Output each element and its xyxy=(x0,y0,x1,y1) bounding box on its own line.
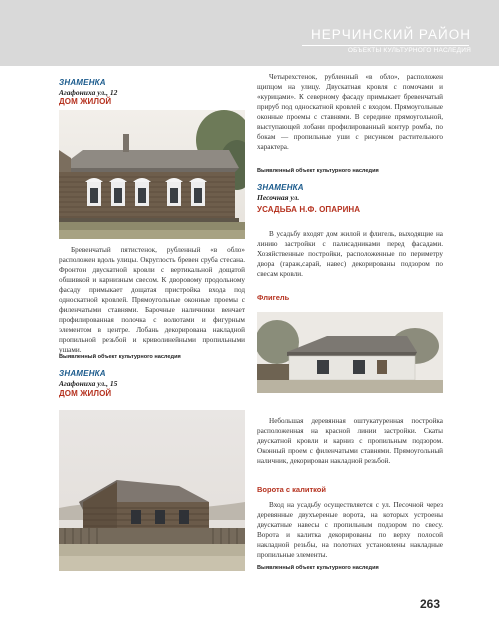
page-subtitle: ОБЪЕКТЫ КУЛЬТУРНОГО НАСЛЕДИЯ xyxy=(347,47,471,54)
street-label: Агафониха ул., 15 xyxy=(59,379,118,388)
locality-label: ЗНАМЕНКА xyxy=(59,78,106,87)
object-description: Бревенчатый пятистенок, рубленный «в обло» расположен вдоль улицы. Округлость бревен сруба стесана. Фронтон двускатной кровли с вертикальной дощатой обшивкой и карнизным свесом. К дворовому продольному фасаду примыкает дощатая пристройка входа под односкатной кровлей. Прямоугольные оконные проемы с филенчатыми ставнями. Барочные наличники венчает профилированная полочка с волютами и фигурным элементом в центре. Лобань декорирована накладной пропильной резьбой и криволинейными пропильными ушами. xyxy=(59,246,245,354)
page-title: НЕРЧИНСКИЙ РАЙОН xyxy=(310,27,471,42)
object-title: ДОМ ЖИЛОЙ xyxy=(59,389,112,398)
heritage-note: Выявленный объект культурного наследия xyxy=(59,354,181,360)
outbuilding-photo xyxy=(257,312,443,393)
estate-intro: В усадьбу входят дом жилой и флигель, выходящие на линию застройки с палисадниками перед фасадами. Хозяйственные постройки, расположенные по периметру двора (гараж,сарай, навес) декорированы подзором по свесам кровли. xyxy=(257,230,443,278)
object-description: Четырехстенок, рубленный «в обло», расположен щипцом на улицу. Двускатная кровля с помочами и «курицами». К северному фасаду примыкает бревенчатый прируб под односкатной кровлей с входом. Прямоугольные оконные проемы с ставнями. В середине прямоугольной, выступающей лобани профилированный контур ромба, по бокам — пропильные уши с рисунком растительного характера. xyxy=(257,73,443,151)
gate-description: Вход на усадьбу осуществляется с ул. Песочной через деревянные двухъереные ворота, на которых устроены двускатные навесы с пропильным подзором по свесу. Ворота и калитка декорированы по верху полосой накладной резьбы, на полотнах установлены накладные пропильные элементы. xyxy=(257,501,443,559)
object-title: УСАДЬБА Н.Ф. ОПАРИНА xyxy=(257,205,361,214)
locality-label: ЗНАМЕНКА xyxy=(257,183,304,192)
header-divider xyxy=(302,45,469,46)
section-subtitle: Флигель xyxy=(257,293,290,302)
house-photo xyxy=(59,410,245,571)
locality-label: ЗНАМЕНКА xyxy=(59,369,106,378)
outbuilding-description: Небольшая деревянная оштукатуренная постройка расположенная на красной линии застройки. Скаты двускатной кровли и карниз с пропильным подзором. Оконный проем с филенчатыми ставнями. Прямоугольный наличник, декорирован накладной резьбой. xyxy=(257,417,443,465)
street-label: Песочная ул. xyxy=(257,193,300,202)
street-label: Агафониха ул., 12 xyxy=(59,88,118,97)
section-subtitle: Ворота с калиткой xyxy=(257,485,326,494)
house-photo xyxy=(59,110,245,239)
heritage-note: Выявленный объект культурного наследия xyxy=(257,565,379,571)
object-title: ДОМ ЖИЛОЙ xyxy=(59,97,112,106)
page-number: 263 xyxy=(420,597,441,611)
heritage-note: Выявленный объект культурного наследия xyxy=(257,168,379,174)
